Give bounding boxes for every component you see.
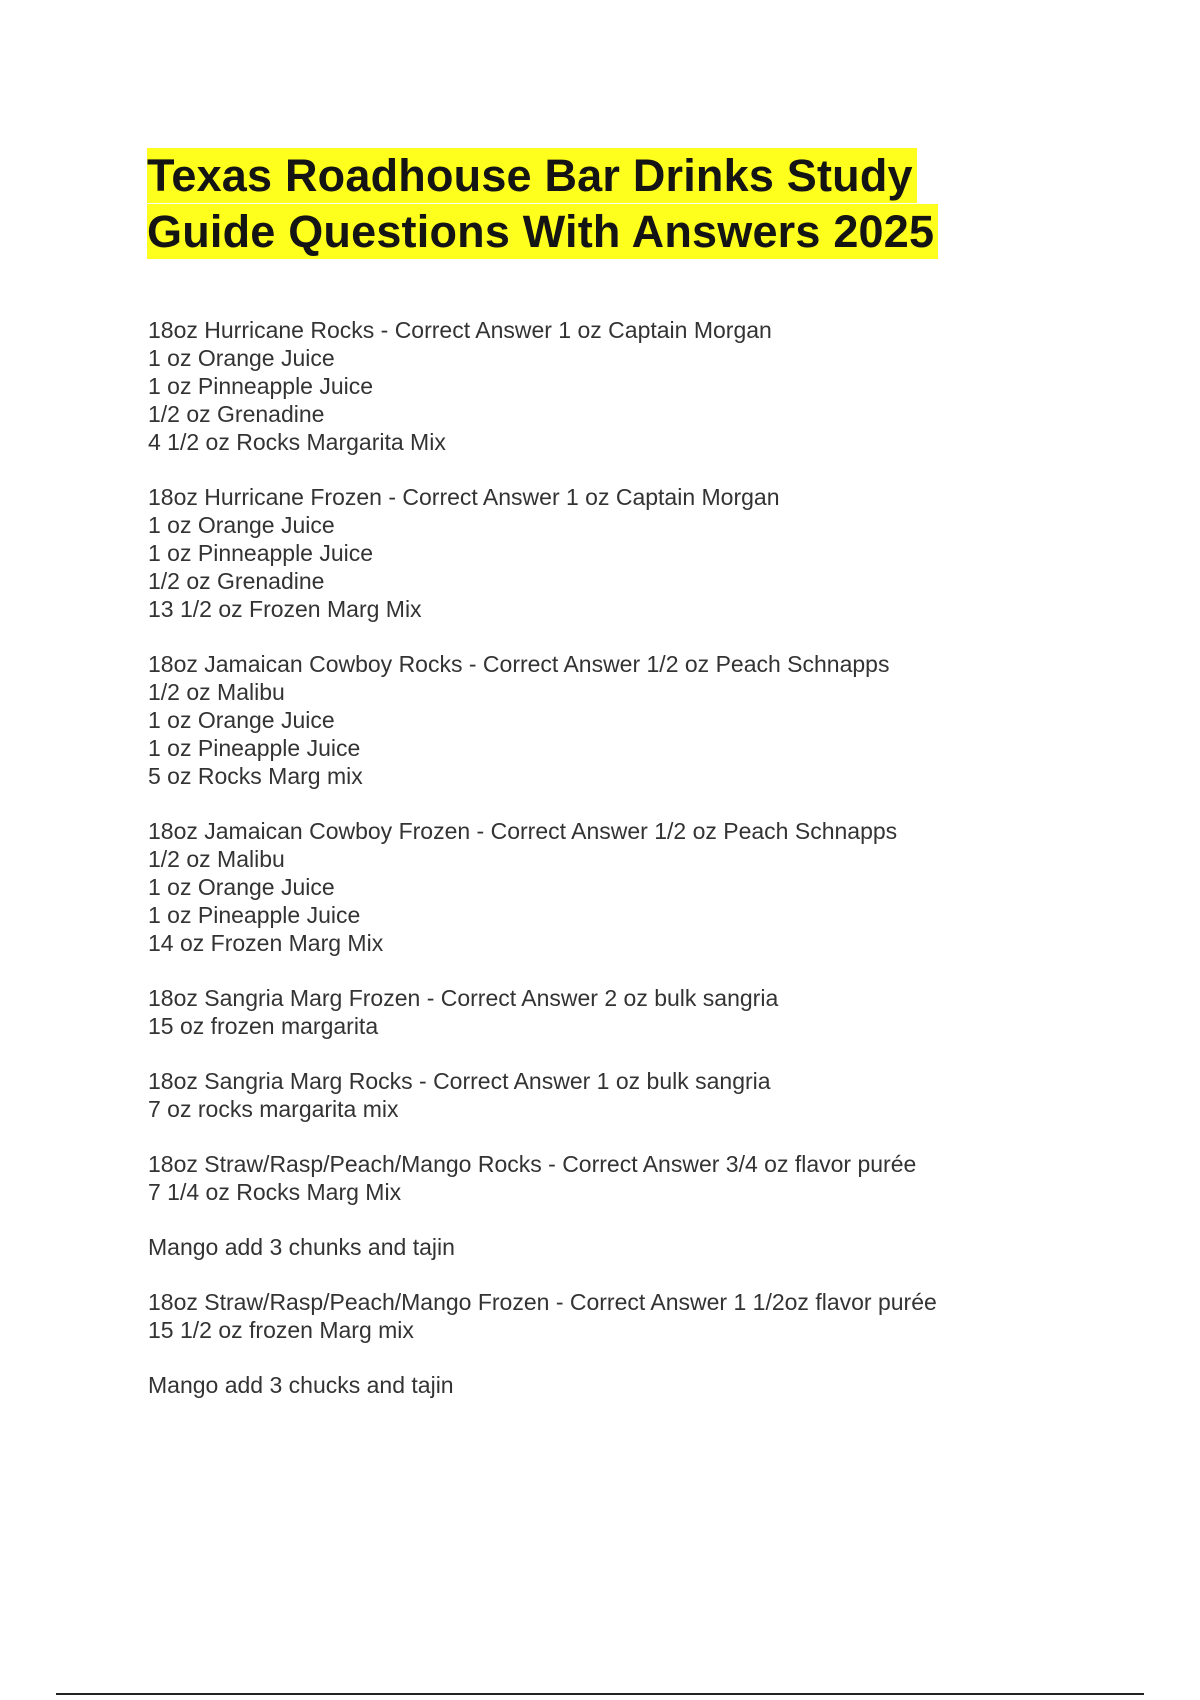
- entry-note-mango-frozen: [148, 1371, 1148, 1399]
- entry-answer-line: 1/2 oz Grenadine: [148, 401, 325, 427]
- entry-answer-line: 1 oz Pinneapple Juice: [148, 373, 374, 399]
- qa-entry-hurricane-rocks: [148, 316, 1148, 456]
- entry-answer-line: 15 1/2 oz frozen Marg mix: [148, 1317, 414, 1343]
- entry-answer-line: 5 oz Rocks Marg mix: [148, 763, 363, 789]
- page-bottom-divider: [56, 1693, 1144, 1695]
- entry-answer-line: 1 oz Orange Juice: [148, 707, 335, 733]
- entry-question-line: 18oz Hurricane Rocks - Correct Answer 1 oz Captain Morgan: [148, 317, 772, 343]
- entry-answer-line: 1/2 oz Malibu: [148, 679, 285, 705]
- entry-note-mango-rocks: [148, 1233, 1148, 1261]
- entry-answer-line: 1 oz Orange Juice: [148, 512, 335, 538]
- entry-question-line: 18oz Straw/Rasp/Peach/Mango Frozen - Correct Answer 1 1/2oz flavor purée: [148, 1289, 937, 1315]
- qa-entry-sangria-marg-rocks: [148, 1067, 1148, 1123]
- entry-answer-line: 13 1/2 oz Frozen Marg Mix: [148, 596, 422, 622]
- entry-note-line: Mango add 3 chunks and tajin: [148, 1234, 455, 1260]
- qa-entry-jamaican-cowboy-rocks: [148, 650, 1148, 790]
- entry-answer-line: 1/2 oz Malibu: [148, 846, 285, 872]
- entry-answer-line: 1 oz Pinneapple Juice: [148, 540, 374, 566]
- qa-entry-hurricane-frozen: [148, 483, 1148, 623]
- qa-entry-sangria-marg-frozen: [148, 984, 1148, 1040]
- entry-question-line: 18oz Jamaican Cowboy Rocks - Correct Answer 1/2 oz Peach Schnapps: [148, 651, 890, 677]
- entry-question-line: 18oz Sangria Marg Rocks - Correct Answer 1 oz bulk sangria: [148, 1068, 771, 1094]
- entry-answer-line: 1 oz Pineapple Juice: [148, 902, 361, 928]
- entry-answer-line: 14 oz Frozen Marg Mix: [148, 930, 384, 956]
- entry-note-line: Mango add 3 chucks and tajin: [148, 1372, 454, 1398]
- entry-question-line: 18oz Straw/Rasp/Peach/Mango Rocks - Correct Answer 3/4 oz flavor purée: [148, 1151, 917, 1177]
- entry-answer-line: 1 oz Pineapple Juice: [148, 735, 361, 761]
- entry-question-line: 18oz Sangria Marg Frozen - Correct Answer 2 oz bulk sangria: [148, 985, 779, 1011]
- entry-answer-line: 7 1/4 oz Rocks Marg Mix: [148, 1179, 402, 1205]
- qa-entry-flavor-frozen: [148, 1288, 1148, 1344]
- entry-answer-line: 15 oz frozen margarita: [148, 1013, 379, 1039]
- title-line: Texas Roadhouse Bar Drinks Study: [147, 148, 917, 203]
- title-line: Guide Questions With Answers 2025: [147, 204, 938, 259]
- entry-question-line: 18oz Jamaican Cowboy Frozen - Correct Answer 1/2 oz Peach Schnapps: [148, 818, 898, 844]
- entry-answer-line: 1 oz Orange Juice: [148, 345, 335, 371]
- qa-entry-flavor-rocks: [148, 1150, 1148, 1206]
- document-title: [147, 148, 997, 260]
- entry-answer-line: 1/2 oz Grenadine: [148, 568, 325, 594]
- entry-answer-line: 1 oz Orange Juice: [148, 874, 335, 900]
- qa-entry-jamaican-cowboy-frozen: [148, 817, 1148, 957]
- entry-question-line: 18oz Hurricane Frozen - Correct Answer 1 oz Captain Morgan: [148, 484, 780, 510]
- entry-answer-line: 4 1/2 oz Rocks Margarita Mix: [148, 429, 446, 455]
- entry-answer-line: 7 oz rocks margarita mix: [148, 1096, 399, 1122]
- qa-list: [148, 316, 1148, 1426]
